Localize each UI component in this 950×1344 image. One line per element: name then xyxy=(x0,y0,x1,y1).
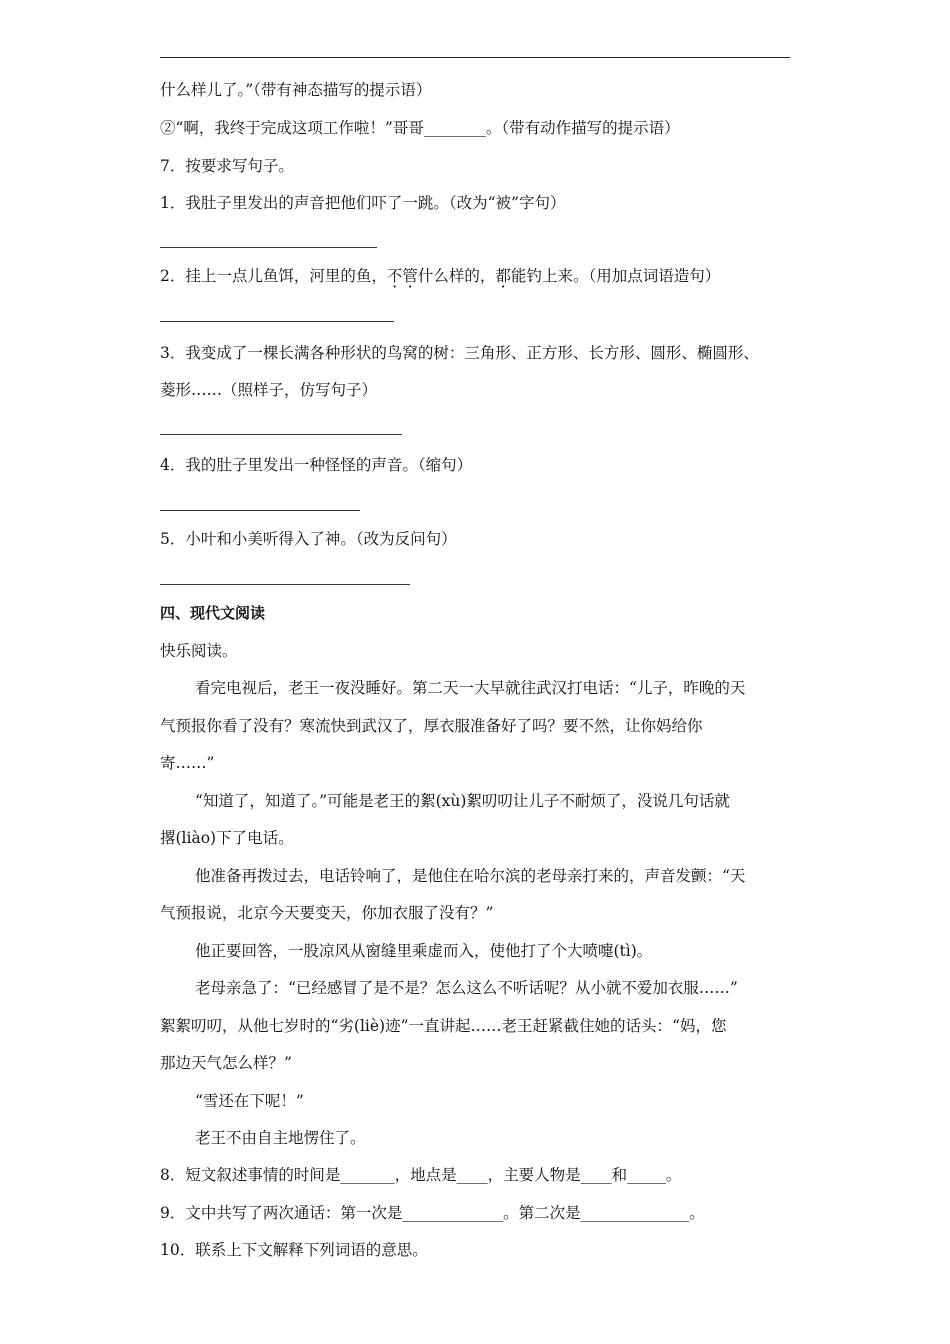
passage-line: 气预报说，北京今天要变天，你加衣服了没有？” xyxy=(160,904,494,922)
answer-line[interactable] xyxy=(160,584,410,585)
text-line: 菱形……（照样子，仿写句子） xyxy=(160,381,378,399)
dotted-char: 都 xyxy=(495,267,511,285)
passage-line: 他正要回答，一股凉风从窗缝里乘虚而入，使他打了个大喷嚏(tì)。 xyxy=(195,942,653,960)
passage-line: 撂(liào)下了电话。 xyxy=(160,829,294,847)
section-heading: 四、现代文阅读 xyxy=(160,604,266,622)
question-10: 10．联系上下文解释下列词语的意思。 xyxy=(160,1241,428,1259)
passage-line: 老母亲急了：“已经感冒了是不是？怎么这么不听话呢？从小就不爱加衣服……” xyxy=(195,979,738,997)
intro-text: 快乐阅读。 xyxy=(160,642,238,660)
sub-question-3: 3．我变成了一棵长满各种形状的鸟窝的树：三角形、正方形、长方形、圆形、椭圆形、 xyxy=(160,344,759,362)
dotted-char: 管 xyxy=(402,267,418,285)
question-9: 9．文中共写了两次通话：第一次是_____________。第二次是______________。 xyxy=(160,1204,705,1222)
question-7-title: 7．按要求写句子。 xyxy=(160,157,294,175)
text-line: 什么样儿了。”（带有神态描写的提示语） xyxy=(160,81,432,99)
passage-line: “知道了，知道了。”可能是老王的絮(xù)絮叨叨让儿子不耐烦了，没说几句话就 xyxy=(195,792,730,810)
passage-line: 那边天气怎么样？” xyxy=(160,1054,292,1072)
answer-line[interactable] xyxy=(160,247,377,248)
answer-line[interactable] xyxy=(160,510,360,511)
dotted-char: 不 xyxy=(386,267,403,285)
passage-line: 絮絮叨叨，从他七岁时的“劣(liè)迹”一直讲起……老王赶紧截住她的话头：“妈，您 xyxy=(160,1017,727,1035)
top-rule xyxy=(160,57,790,58)
sub-question-1: 1．我肚子里发出的声音把他们吓了一跳。（改为“被”字句） xyxy=(160,194,566,212)
passage-line: 寄……” xyxy=(160,754,215,772)
answer-line[interactable] xyxy=(160,321,394,322)
text-segment: 能钓上来。（用加点词语造句） xyxy=(510,267,721,285)
text-line: ②“啊，我终于完成这项工作啦！”哥哥________。（带有动作描写的提示语） xyxy=(160,119,680,137)
sub-question-5: 5．小叶和小美听得入了神。（改为反问句） xyxy=(160,530,457,548)
sub-question-4: 4．我的肚子里发出一种怪怪的声音。（缩句） xyxy=(160,456,473,474)
answer-line[interactable] xyxy=(160,434,402,435)
passage-line: 气预报你看了没有？寒流快到武汉了，厚衣服准备好了吗？要不然，让你妈给你 xyxy=(160,717,703,735)
question-8: 8．短文叙述事情的时间是_______，地点是____，主要人物是____和_____。 xyxy=(160,1166,682,1184)
passage-line: “雪还在下呢！” xyxy=(195,1092,304,1110)
passage-line: 看完电视后，老王一夜没睡好。第二天一大早就往武汉打电话：“儿子，昨晚的天 xyxy=(195,679,746,697)
text-segment: 2．挂上一点儿鱼饵，河里的鱼， xyxy=(160,267,387,285)
text-segment: 什么样的， xyxy=(417,267,496,285)
sub-question-2 xyxy=(160,266,720,286)
passage-line: 他准备再拨过去，电话铃响了，是他住在哈尔滨的老母亲打来的，声音发颤：“天 xyxy=(195,867,746,885)
passage-line: 老王不由自主地愣住了。 xyxy=(195,1129,366,1147)
